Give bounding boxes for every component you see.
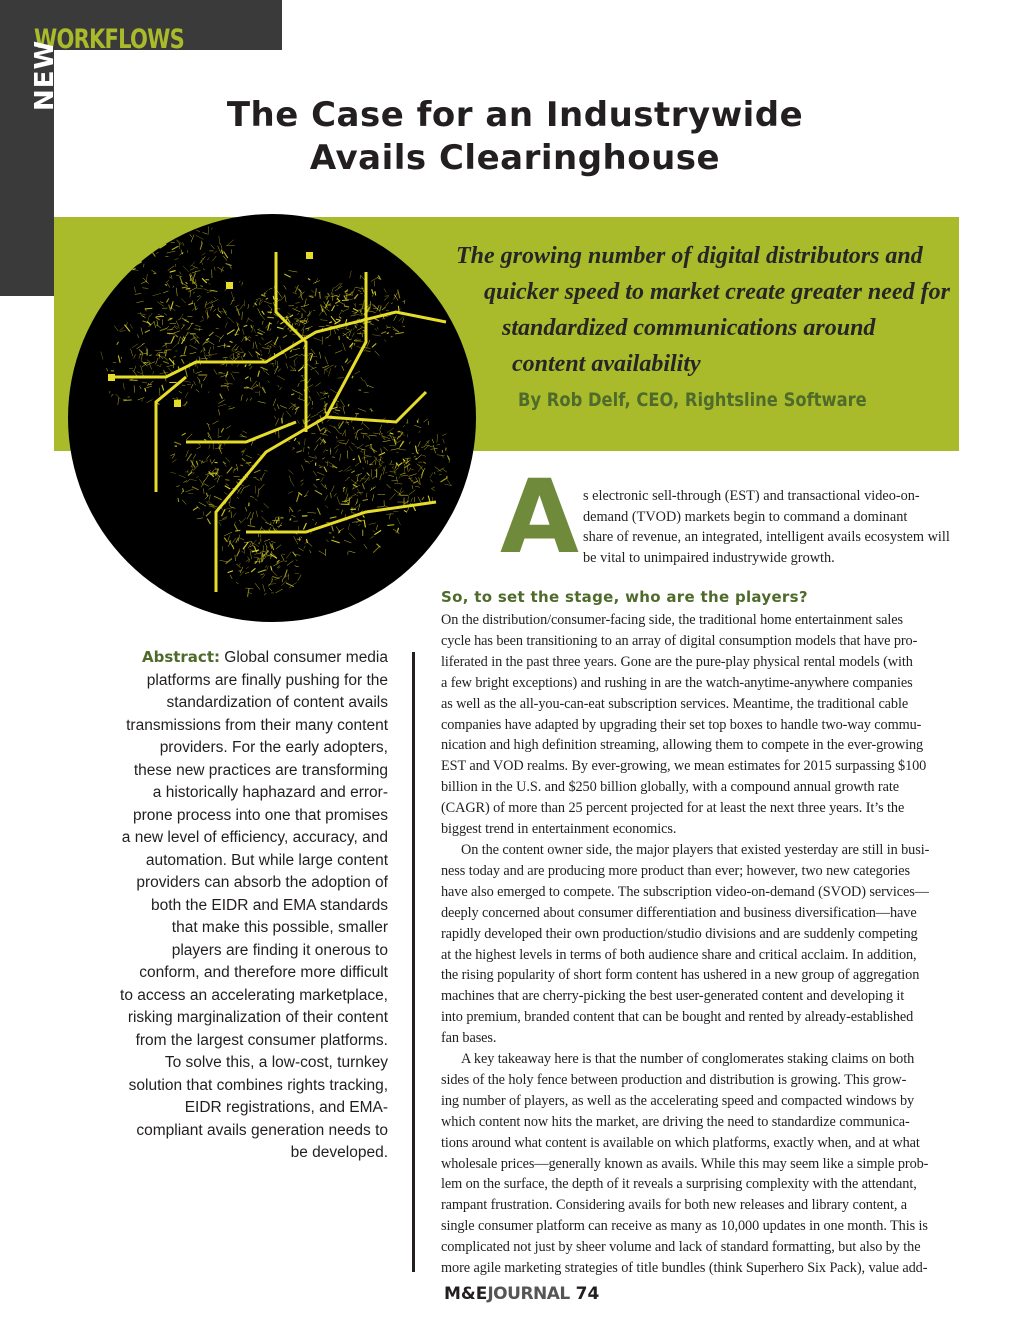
deck-line: quicker speed to market create greater need for bbox=[484, 279, 950, 305]
abstract-line: both the EIDR and EMA standards bbox=[151, 896, 388, 914]
abstract-line: to access an accelerating marketplace, bbox=[120, 986, 388, 1004]
byline: By Rob Delf, CEO, Rightsline Software bbox=[518, 389, 867, 411]
network-strand bbox=[167, 333, 174, 334]
abstract-line: conform, and therefore more difficult bbox=[139, 964, 388, 981]
abstract-line: EIDR registrations, and EMA- bbox=[184, 1099, 388, 1116]
intro-paragraph bbox=[583, 486, 963, 568]
abstract-line: risking marginalization of their content bbox=[127, 1009, 388, 1026]
body-line: more agile marketing strategies of title bundles (think Superhero Six Pack), value add- bbox=[441, 1260, 928, 1277]
title-line-2: Avails Clearinghouse bbox=[309, 138, 721, 178]
body-line: lem on the surface, the depth of it reveals a surprising complexity with the attendant, bbox=[441, 1176, 917, 1193]
body-line: On the distribution/consumer-facing side, the traditional home entertainment sales bbox=[441, 612, 903, 628]
body-line: into premium, branded content that can be bought and rented by already-established bbox=[441, 1009, 914, 1026]
section-label: WORKFLOWS bbox=[34, 24, 185, 55]
body-line: machines that are cherry-picking the best user-generated content and developing it bbox=[441, 988, 905, 1005]
abstract-line: automation. But while large content bbox=[145, 851, 388, 869]
abstract-line bbox=[96, 646, 388, 670]
abstract-line: providers can absorb the adoption of bbox=[136, 874, 388, 891]
footer-brand: M&E bbox=[444, 1284, 488, 1304]
body-line: a few bright exceptions) and rushing in are the watch-anytime-anywhere companies bbox=[441, 674, 913, 691]
body-line: wholesale prices—generally known as avails. While this may seem like a simple prob- bbox=[441, 1155, 929, 1172]
network-node bbox=[108, 374, 115, 381]
network-map-illustration bbox=[66, 212, 478, 624]
body-line: as well as the all-you-can-eat subscription services. Meantime, the traditional cable bbox=[441, 695, 909, 712]
body-line: tions around what content is available on which platforms, exactly when, and at what bbox=[441, 1134, 920, 1151]
page-number: 74 bbox=[575, 1284, 600, 1304]
body-line: complicated not just by sheer volume and lack of standard formatting, but also by the bbox=[441, 1239, 921, 1256]
abstract-line: a new level of efficiency, accuracy, and bbox=[121, 829, 388, 846]
network-strand bbox=[165, 285, 167, 286]
body-line: EST and VOD realms. By ever-growing, we mean estimates for 2015 surpassing $100 bbox=[441, 758, 927, 775]
intro-line: demand (TVOD) markets begin to command a dominant bbox=[583, 508, 908, 525]
deck-line: The growing number of digital distributors and bbox=[456, 243, 923, 269]
abstract-line: transmissions from their many content bbox=[126, 716, 388, 734]
body-line: nication and high definition streaming, allowing them to compete in the ever-growing bbox=[441, 737, 924, 754]
illustration-background bbox=[68, 214, 476, 622]
column-rule bbox=[412, 652, 415, 1272]
body-line: rapidly developed their own production/studio divisions and are suddenly competing bbox=[441, 925, 918, 942]
network-node bbox=[174, 400, 181, 407]
body-line: which content now hits the market, are driving the need to standardize communica- bbox=[441, 1113, 910, 1130]
abstract-line: solution that combines rights tracking, bbox=[128, 1076, 388, 1094]
network-strand bbox=[142, 235, 143, 244]
title-line-1: The Case for an Industrywide bbox=[226, 95, 804, 135]
abstract-line: providers. For the early adopters, bbox=[159, 739, 388, 756]
network-strand bbox=[156, 316, 164, 317]
network-strand bbox=[149, 355, 152, 356]
footer-journal: JOURNAL bbox=[487, 1284, 570, 1304]
network-strand bbox=[225, 480, 229, 481]
body-line: sides of the holy fence between production and distribution is growing. This grow- bbox=[441, 1071, 907, 1088]
body-line: cycle has been transitioning to an array of digital consumption models that have pro- bbox=[441, 632, 918, 649]
deck-line: standardized communications around bbox=[502, 315, 876, 341]
page-footer bbox=[444, 1284, 599, 1304]
network-strand bbox=[176, 229, 182, 233]
abstract-line: To solve this, a low-cost, turnkey bbox=[164, 1054, 388, 1071]
abstract-line: compliant avails generation needs to bbox=[136, 1121, 388, 1139]
body-column bbox=[441, 610, 963, 1279]
network-strand bbox=[391, 336, 393, 337]
abstract-line: from the largest consumer platforms. bbox=[135, 1031, 388, 1049]
body-line: ness today and are producing more product than ever; however, two new categories bbox=[441, 862, 911, 879]
abstract-first-text: Global consumer media bbox=[220, 649, 388, 666]
network-strand bbox=[140, 247, 141, 250]
body-line: deeply concerned about consumer differentiation and business diversification—have bbox=[441, 904, 917, 921]
network-strand bbox=[170, 219, 174, 225]
network-node bbox=[306, 252, 313, 259]
network-strand bbox=[149, 240, 152, 242]
abstract-label: Abstract: bbox=[141, 648, 220, 666]
body-line: at the highest levels in terms of both audience share and critical acclaim. In addition, bbox=[441, 946, 917, 963]
network-strand bbox=[149, 239, 157, 240]
abstract-line: these new practices are transforming bbox=[133, 761, 388, 779]
network-strand bbox=[273, 296, 274, 300]
network-strand bbox=[150, 245, 155, 246]
body-line: the rising popularity of short form content has ushered in a new group of aggregation bbox=[441, 967, 920, 984]
network-strand bbox=[178, 498, 179, 502]
network-strand bbox=[354, 343, 355, 345]
body-line: biggest trend in entertainment economics. bbox=[441, 821, 677, 838]
network-strand bbox=[163, 236, 164, 244]
network-node bbox=[226, 282, 233, 289]
section-vertical-label: NEW bbox=[30, 39, 60, 111]
network-strand bbox=[152, 244, 157, 248]
body-line: A key takeaway here is that the number of conglomerates staking claims on both bbox=[461, 1051, 915, 1068]
abstract-line: players are finding it onerous to bbox=[171, 941, 388, 959]
network-strand bbox=[387, 525, 394, 526]
abstract-line: be developed. bbox=[290, 1144, 388, 1161]
article-title bbox=[120, 94, 910, 180]
abstract-line: that make this possible, smaller bbox=[171, 919, 388, 936]
intro-line: share of revenue, an integrated, intelligent avails ecosystem will bbox=[583, 529, 950, 545]
intro-line: be vital to unimpaired industrywide growth. bbox=[583, 549, 835, 566]
deck-line: content availability bbox=[512, 351, 701, 377]
network-strand bbox=[316, 479, 319, 480]
body-line: fan bases. bbox=[441, 1030, 497, 1047]
body-line: (CAGR) of more than 25 percent projected for at least the next three years. It’s the bbox=[441, 800, 905, 817]
body-line: liferated in the past three years. Gone are the pure-play physical rental models (with bbox=[441, 653, 913, 670]
body-line: have also emerged to compete. The subscription video-on-demand (SVOD) services— bbox=[441, 883, 929, 900]
drop-cap: A bbox=[500, 458, 579, 577]
body-line: companies have adapted by upgrading their set top boxes to handle two-way commu- bbox=[441, 716, 922, 733]
body-line: ing number of players, as well as the accelerating speed and compacted windows by bbox=[441, 1092, 915, 1109]
abstract-sidebar bbox=[96, 646, 388, 1165]
network-strand bbox=[123, 400, 131, 401]
network-strand bbox=[170, 234, 171, 238]
abstract-line: platforms are finally pushing for the bbox=[146, 671, 388, 689]
abstract-line: a historically haphazard and error- bbox=[152, 784, 388, 801]
network-strand bbox=[186, 288, 191, 289]
article-deck bbox=[440, 238, 950, 382]
abstract-line: standardization of content avails bbox=[166, 694, 388, 711]
network-strand bbox=[320, 292, 321, 298]
network-strand bbox=[151, 247, 159, 248]
body-line: rampant frustration. Considering avails for both new releases and library content, a bbox=[441, 1197, 908, 1214]
network-strand bbox=[343, 489, 344, 492]
section-subhead: So, to set the stage, who are the players? bbox=[441, 588, 808, 606]
network-strand bbox=[172, 227, 175, 234]
network-strand bbox=[417, 420, 418, 422]
intro-line: s electronic sell-through (EST) and transactional video-on- bbox=[583, 488, 920, 504]
abstract-line: prone process into one that promises bbox=[132, 806, 388, 824]
body-line: On the content owner side, the major players that existed yesterday are still in busi- bbox=[461, 841, 930, 858]
body-line: billion in the U.S. and $250 billion globally, with a compound annual growth rate bbox=[441, 779, 899, 796]
body-line: single consumer platform can receive as many as 10,000 updates in one month. This is bbox=[441, 1218, 928, 1235]
